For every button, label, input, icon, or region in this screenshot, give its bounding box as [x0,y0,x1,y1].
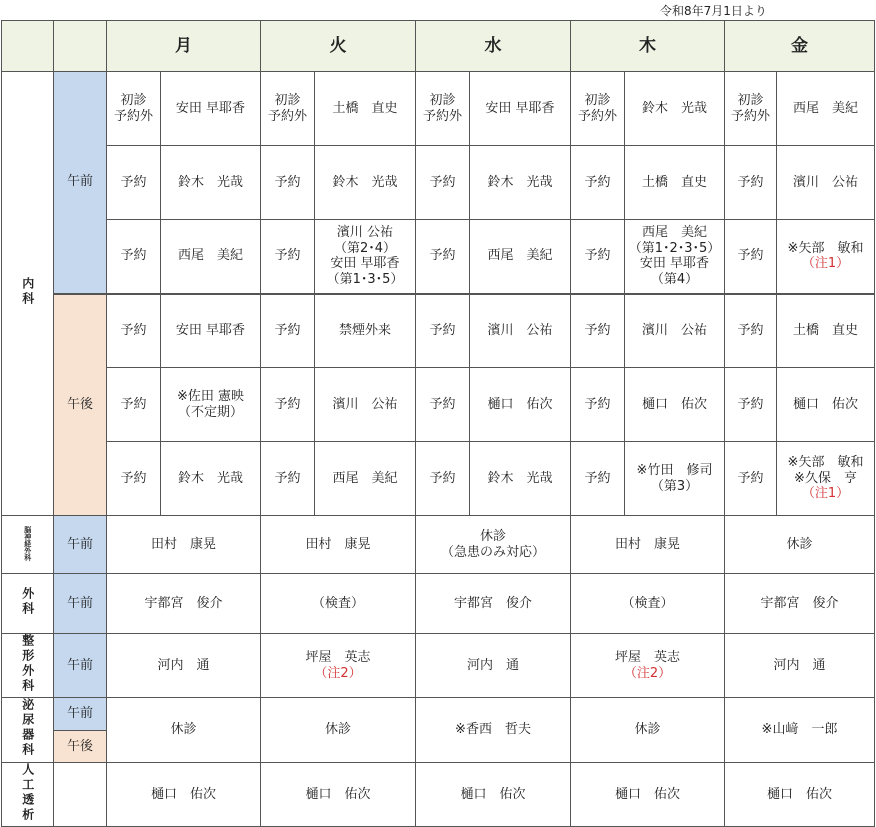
slot-type [261,294,315,368]
session-label: 午後 [66,396,93,412]
doctor-cell [470,72,571,146]
doctor-cell [725,762,875,826]
doctor-cell [161,72,261,146]
slot-type-text: 初診 予約外 [267,92,307,124]
doctor-name: 休診 [324,722,351,738]
hinyouki-row [2,698,875,731]
doctor-name: 宇都宮 俊介 [144,595,223,611]
doctor-cell [107,634,261,698]
doctor-cell [777,294,875,368]
doctor-cell [161,146,261,220]
doctor-name: 樋口 佑次 [766,786,832,802]
doctor-name: 安田 早耶香 [175,322,246,338]
doctor-cell [725,516,875,574]
slot-type [416,220,470,294]
slot-type [571,146,625,220]
doctor-name: （検査） [311,595,364,611]
doctor-cell [416,516,571,574]
doctor-cell [725,634,875,698]
slot-type-text: 予約 [429,248,456,264]
doctor-cell [107,762,261,826]
doctor-cell [625,442,725,516]
doctor-name: 濱川 公祐 （第2･4） 安田 早耶香 （第1･3･5） [326,225,404,287]
doctor-name: 西尾 美紀 [332,470,398,486]
doctor-name: 安田 早耶香 [175,100,246,116]
doctor-name: 休診 [634,722,661,738]
doctor-name: 樋口 佑次 [305,786,371,802]
slot-type-text: 予約 [429,174,456,190]
doctor-name: 宇都宮 俊介 [453,595,532,611]
doctor-name: （検査） [621,595,674,611]
doctor-name: 鈴木 光哉 [641,100,707,116]
slot-type [107,72,161,146]
slot-type-text: 予約 [120,248,147,264]
doctor-name: 田村 康晃 [150,536,216,552]
doctor-name: 樋口 佑次 [150,786,216,802]
doctor-name: ※山﨑 一郎 [761,722,838,738]
doctor-cell [470,368,571,442]
slot-type [261,368,315,442]
dept-nousinkei [2,516,54,574]
slot-type-text: 予約 [274,248,301,264]
doctor-cell [725,574,875,634]
doctor-cell [625,368,725,442]
dept-label: 外科 [20,586,35,617]
session-label: 午後 [66,738,93,754]
slot-type [261,220,315,294]
doctor-name: 休診 [170,722,197,738]
doctor-cell [777,72,875,146]
doctor-cell [315,220,416,294]
doctor-cell [161,442,261,516]
slot-type-text: 初診 予約外 [113,92,153,124]
session-am [54,574,107,634]
doctor-cell [777,220,875,294]
doctor-cell [625,72,725,146]
slot-type [571,442,625,516]
doctor-cell [161,220,261,294]
slot-type-text: 予約 [274,396,301,412]
slot-type [416,146,470,220]
dept-naika [2,72,54,516]
note-text: （注2） [623,665,672,681]
slot-type-text: 予約 [274,322,301,338]
doctor-cell [107,574,261,634]
doctor-cell [416,698,571,762]
doctor-cell [571,516,725,574]
doctor-name: 樋口 佑次 [641,396,707,412]
slot-type-text: 予約 [737,322,764,338]
doctor-name: 田村 康晃 [614,536,680,552]
doctor-name: 禁煙外来 [338,322,391,338]
doctor-name: 坪屋 英志 [305,650,371,666]
doctor-cell [416,574,571,634]
doctor-cell [416,634,571,698]
slot-type [725,146,777,220]
doctor-name: 濱川 公祐 [641,322,707,338]
slot-type-text: 予約 [737,248,764,264]
naika-row [2,72,875,146]
day-header-wed: 水 [416,21,571,72]
slot-type [107,294,161,368]
slot-type-text: 予約 [584,248,611,264]
session-empty [54,762,107,826]
doctor-cell [470,442,571,516]
doctor-name: 樋口 佑次 [792,396,858,412]
slot-type [416,442,470,516]
note-text: （注2） [314,665,362,681]
doctor-name: 鈴木 光哉 [487,470,553,486]
slot-type [571,72,625,146]
day-header-thu: 木 [571,21,725,72]
doctor-cell [470,294,571,368]
doctor-name: 坪屋 英志 [614,650,680,666]
session-label: 午前 [66,595,93,611]
slot-type-text: 予約 [584,470,611,486]
doctor-name: ※矢部 敏和 ※久保 亨 [787,455,864,486]
doctor-cell [625,294,725,368]
doctor-cell [625,220,725,294]
doctor-name: 休診 [786,536,813,552]
slot-type [107,146,161,220]
day-header-mon: 月 [107,21,261,72]
slot-type-text: 予約 [120,470,147,486]
slot-type [725,442,777,516]
dept-label: 内科 [20,276,35,307]
slot-type [571,220,625,294]
doctor-name: 樋口 佑次 [460,786,526,802]
geka-row [2,574,875,634]
effective-date: 令和8年7月1日より [660,4,767,18]
doctor-name: ※竹田 修司 （第3） [636,462,713,494]
session-label: 午前 [66,706,93,722]
slot-type-text: 予約 [274,470,301,486]
doctor-cell [161,368,261,442]
slot-type [416,72,470,146]
session-am [54,72,107,294]
slot-type-text: 予約 [120,322,147,338]
slot-type-text: 予約 [429,322,456,338]
doctor-cell [625,146,725,220]
doctor-name: 樋口 佑次 [487,396,553,412]
slot-type [107,442,161,516]
day-header-fri: 金 [725,21,875,72]
doctor-name: ※矢部 敏和 [787,240,864,256]
note-text: （注1） [801,256,850,272]
doctor-cell [161,294,261,368]
doctor-name: 西尾 美紀 [487,248,553,264]
doctor-name: 濱川 公祐 [792,174,858,190]
note-text: （注1） [801,486,850,502]
doctor-name: 樋口 佑次 [614,786,680,802]
seikei-row [2,634,875,698]
slot-type-text: 予約 [120,396,147,412]
doctor-cell [315,294,416,368]
doctor-cell [777,368,875,442]
slot-type-text: 予約 [584,396,611,412]
nousinkei-row [2,516,875,574]
doctor-name: 安田 早耶香 [485,100,555,116]
slot-type [725,220,777,294]
doctor-cell [261,516,416,574]
slot-type [571,368,625,442]
doctor-name: 鈴木 光哉 [177,174,243,190]
slot-type [416,294,470,368]
doctor-cell [261,762,416,826]
session-pm [54,731,107,763]
slot-type-text: 初診 予約外 [422,92,462,124]
slot-type [416,368,470,442]
doctor-name: 土橋 直史 [332,100,398,116]
session-label: 午前 [66,536,93,552]
doctor-cell [315,72,416,146]
session-am [54,698,107,731]
slot-type-text: 予約 [429,396,456,412]
toseki-row [2,762,875,826]
dept-hinyouki [2,698,54,762]
doctor-cell [261,698,416,762]
dept-label: 泌尿器科 [20,698,35,759]
doctor-name: 土橋 直史 [641,174,707,190]
doctor-name: 田村 康晃 [305,536,371,552]
slot-type [107,220,161,294]
session-am [54,516,107,574]
naika-row [2,146,875,220]
slot-type [107,368,161,442]
doctor-name: 河内 通 [157,657,210,673]
dept-label: 人工透析 [20,762,35,823]
dept-seikei [2,634,54,698]
doctor-name: ※佐田 憲映 （不定期） [176,388,245,420]
slot-type [261,146,315,220]
dept-geka [2,574,54,634]
doctor-name: 鈴木 光哉 [332,174,398,190]
slot-type [261,72,315,146]
naika-row [2,294,875,368]
session-pm [54,294,107,516]
session-am [54,634,107,698]
slot-type-text: 予約 [737,470,764,486]
slot-type-text: 初診 予約外 [577,92,617,124]
slot-type [261,442,315,516]
doctor-cell [571,698,725,762]
doctor-name: 鈴木 光哉 [177,470,243,486]
day-header-tue: 火 [261,21,416,72]
dept-toseki [2,762,54,826]
doctor-cell [107,516,261,574]
slot-type-text: 予約 [584,174,611,190]
header-row [2,21,875,72]
slot-type [725,368,777,442]
doctor-cell [725,698,875,762]
doctor-cell [315,442,416,516]
doctor-cell [777,146,875,220]
slot-type-text: 予約 [274,174,301,190]
doctor-name: 土橋 直史 [792,322,858,338]
doctor-cell [571,762,725,826]
doctor-cell [571,574,725,634]
slot-type-text: 予約 [584,322,611,338]
doctor-name: 濱川 公祐 [332,396,398,412]
doctor-name: 西尾 美紀 （第1･2･3･5） 安田 早耶香 （第4） [628,225,721,287]
doctor-cell [777,442,875,516]
doctor-cell [315,146,416,220]
slot-type [725,72,777,146]
doctor-name: 西尾 美紀 [792,100,858,116]
doctor-cell [470,220,571,294]
slot-type-text: 予約 [737,174,764,190]
doctor-cell [261,634,416,698]
doctor-cell [470,146,571,220]
doctor-name: 河内 通 [773,657,826,673]
doctor-name: 西尾 美紀 [177,248,243,264]
dept-label: 脳神経外科 [23,525,32,561]
slot-type-text: 初診 予約外 [730,92,770,124]
slot-type [571,294,625,368]
doctor-name: 鈴木 光哉 [487,174,553,190]
doctor-cell [416,762,571,826]
slot-type-text: 予約 [737,396,764,412]
session-label: 午前 [66,657,93,673]
naika-row [2,368,875,442]
doctor-name: 河内 通 [466,657,519,673]
naika-row [2,442,875,516]
slot-type [725,294,777,368]
doctor-name: 宇都宮 俊介 [760,595,839,611]
session-label: 午前 [66,174,93,190]
dept-label: 整形外科 [20,634,35,694]
slot-type-text: 予約 [429,470,456,486]
doctor-name: 濱川 公祐 [487,322,553,338]
doctor-cell [315,368,416,442]
naika-row [2,220,875,294]
doctor-cell [571,634,725,698]
slot-type-text: 予約 [120,174,147,190]
doctor-cell [261,574,416,634]
doctor-name: ※香西 哲夫 [455,722,531,738]
doctor-name: 休診 （急患のみ対応） [440,528,545,560]
schedule-table [1,20,875,827]
doctor-cell [107,698,261,762]
